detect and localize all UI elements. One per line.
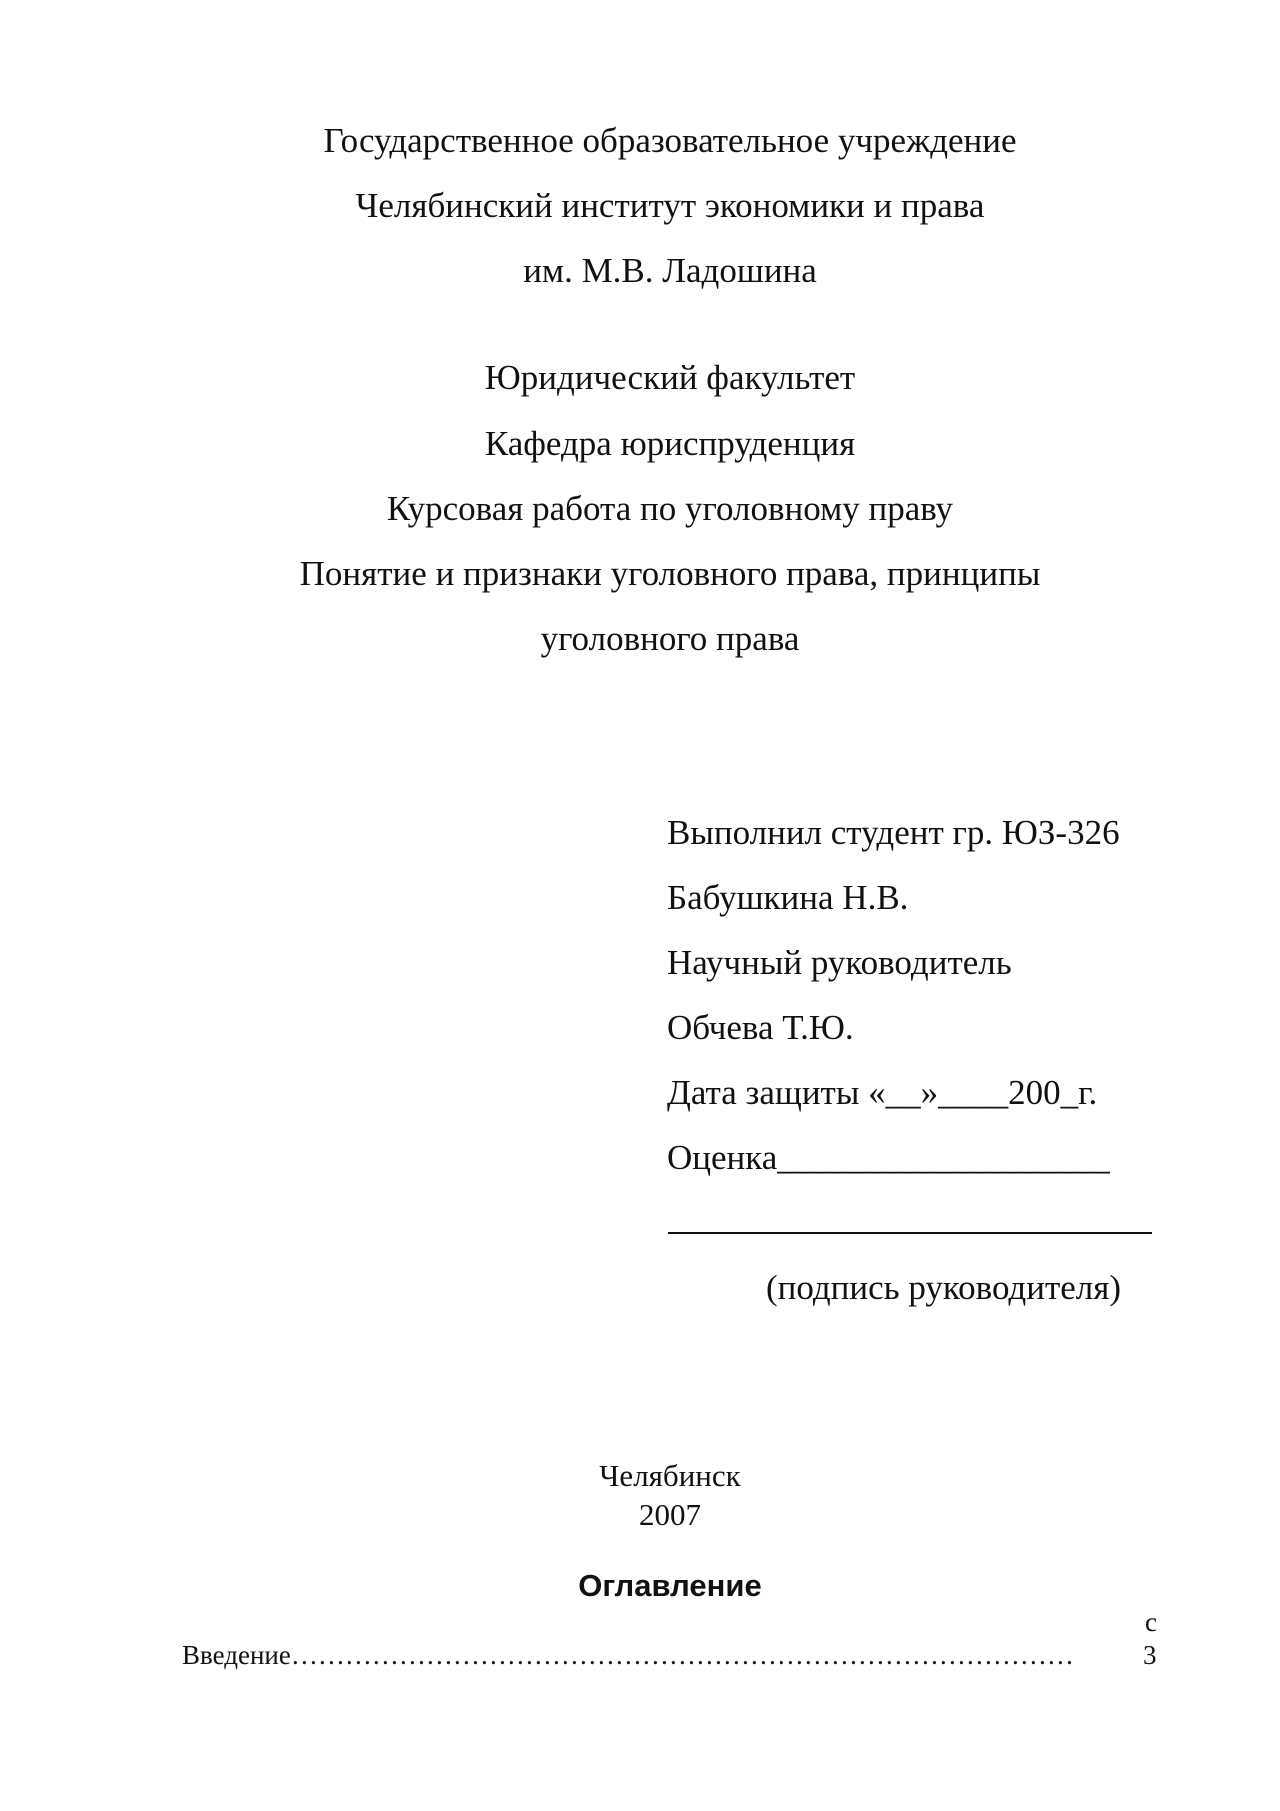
city: Челябинск <box>599 1458 741 1493</box>
toc-page-header: с <box>1145 1607 1157 1637</box>
work-type: Курсовая работа по уголовному праву <box>386 489 954 528</box>
toc-entry-dots: …………………………………………………………………………… <box>290 1640 1074 1670</box>
signature-caption: (подпись руководителя) <box>766 1268 1122 1307</box>
grade-field: Оценка___________________ <box>667 1138 1110 1177</box>
topic-line-1: Понятие и признаки уголовного права, принципы <box>299 554 1041 593</box>
year: 2007 <box>639 1497 701 1532</box>
department-name: Кафедра юриспруденция <box>484 424 856 463</box>
topic-line-2: уголовного права <box>540 619 800 658</box>
supervisor-name: Обчева Т.Ю. <box>667 1008 854 1047</box>
performed-by: Выполнил студент гр. ЮЗ-326 <box>667 813 1120 852</box>
institution-line-2: Челябинский институт экономики и права <box>355 186 985 225</box>
signature-line <box>668 1232 1152 1234</box>
institution-line-1: Государственное образовательное учреждение <box>323 121 1017 160</box>
supervisor-label: Научный руководитель <box>667 943 1012 982</box>
toc-entry-label: Введение <box>182 1640 291 1670</box>
toc-entry <box>182 1640 1081 1670</box>
toc-title: Оглавление <box>578 1568 762 1603</box>
defense-date: Дата защиты «__»____200_г. <box>667 1073 1098 1112</box>
student-name: Бабушкина Н.В. <box>667 878 909 917</box>
faculty-name: Юридический факультет <box>484 358 856 397</box>
institution-line-3: им. М.В. Ладошина <box>523 251 817 290</box>
toc-entry-page: 3 <box>1143 1640 1157 1670</box>
